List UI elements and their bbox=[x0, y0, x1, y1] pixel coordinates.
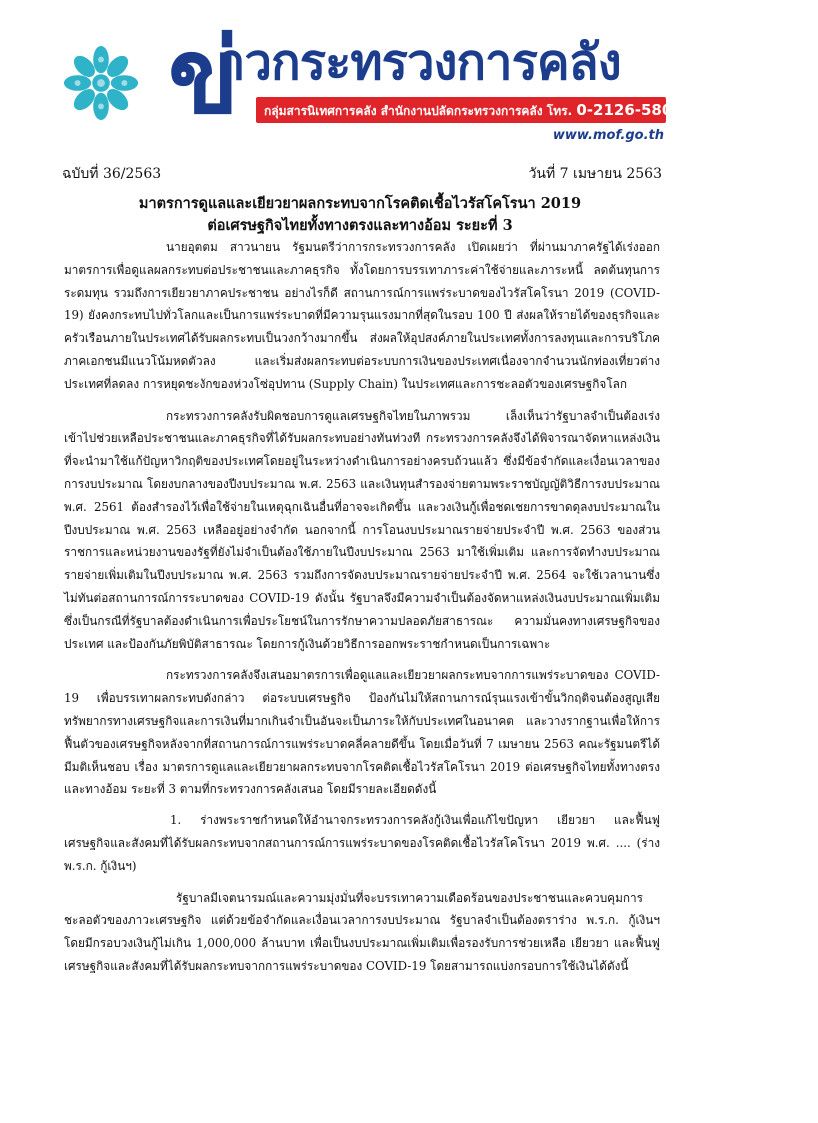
masthead-title: าวกระทรวงการคลัง bbox=[218, 34, 621, 91]
contact-bar bbox=[256, 97, 818, 123]
headline-line-1: มาตรการดูแลและเยียวยาผลกระทบจากโรคติดเชื้อไวรัสโคโรนา 2019 bbox=[138, 195, 582, 212]
paragraph-funding: กระทรวงการคลังรับผิดชอบการดูแลเศรษฐกิจไทยในภาพรวม เล็งเห็นว่ารัฐบาลจำเป็นต้องเร่งเข้าไปช่วยเหลือประชาชนและภาคธุรกิจที่ได้รับผลกระทบอย่างทันท่วงที กระทรวงการคลังจึงได้พิจารณาจัดหาแหล่งเงินที่จะนำมาใช้แก้ปัญหาวิกฤติของประเทศโดยอยู่ในระหว่างดำเนินการอย่างครบถ้วนแล้ว ซึ่งมีข้อจำกัดและเงื่อนเวลาของการงบประมาณ โดยงบกลางของปีงบประมาณ พ.ศ. 2563 และเงินทุนสำรองจ่ายตามพระราชบัญญัติวิธีการงบประมาณ พ.ศ. 2561 ต้องสำรองไว้เพื่อใช้จ่ายในเหตุฉุกเฉินอื่นที่อาจจะเกิดขึ้น และวงเงินกู้เพื่อชดเชยการขาดดุลงบประมาณในปีงบประมาณ พ.ศ. 2563 เหลืออยู่อย่างจำกัด นอกจากนี้ การโอนงบประมาณรายจ่ายประจำปี พ.ศ. 2563 ของส่วนราชการและหน่วยงานของรัฐที่ยังไม่จำเป็นต้องใช้ภายในปีงบประมาณ 2563 มาใช้เพิ่มเติม และการจัดทำงบประมาณรายจ่ายเพิ่มเติมในปีงบประมาณ พ.ศ. 2563 รวมถึงการจัดงบประมาณรายจ่ายประจำปี พ.ศ. 2564 จะใช้เวลานานซึ่งไม่ทันต่อสถานการณ์การระบาดของ COVID-19 ดังนั้น รัฐบาลจึงมีความจำเป็นต้องจัดหาแหล่งเงินงบประมาณเพิ่มเติม ซึ่งเป็นกรณีที่รัฐบาลต้องดำเนินการเพื่อประโยชน์ในการรักษาความปลอดภัยสาธารณะ ความมั่นคงทางเศรษฐกิจของประเทศ และป้องกันภัยพิบัติสาธารณะ โดยการกู้เงินด้วยวิธีการออกพระราชกำหนดเป็นการเฉพาะ bbox=[64, 408, 660, 651]
list-item-decree: 1. ร่างพระราชกำหนดให้อำนาจกระทรวงการคลังกู้เงินเพื่อแก้ไขปัญหา เยียวยา และฟื้นฟูเศรษฐกิจและสังคมที่ได้รับผลกระทบจากสถานการณ์การแพร่ระบาดของโรคติดเชื้อไวรัสโคโรนา 2019 พ.ศ. .... (ร่าง พ.ร.ก. กู้เงินฯ) bbox=[64, 813, 660, 873]
contact-fax: 0-2273-9763 bbox=[732, 104, 818, 118]
ministry-seal-logo bbox=[62, 44, 140, 122]
contact-phone: 0-2126-5800 bbox=[576, 101, 683, 119]
paragraph-intro: นายอุตตม สาวนายน รัฐมนตรีว่าการกระทรวงการคลัง เปิดเผยว่า ที่ผ่านมาภาครัฐได้เร่งออกมาตรการเพื่อดูแลผลกระทบต่อประชาชนและภาคธุรกิจ ทั้งโดยการบรรเทาภาระค่าใช้จ่ายและภาระหนี้ ลดต้นทุนการระดมทุน รวมถึงการเยียวยาภาคประชาชน อย่างไรก็ดี สถานการณ์การแพร่ระบาดของไวรัสโคโรนา 2019 (COVID-19) ยังคงกระทบไปทั่วโลกและเป็นการแพร่ระบาดที่มีความรุนแรงมากที่สุดในรอบ 100 ปี ส่งผลให้รายได้ของธุรกิจและครัวเรือนภายในประเทศได้รับผลกระทบเป็นวงกว้างมากขึ้น ส่งผลให้อุปสงค์ภายในประเทศทั้งการลงทุนและการบริโภคภาคเอกชนมีแนวโน้มหดตัวลง และเริ่มส่งผลกระทบต่อระบบการเงินของประเทศเนื่องจากจำนวนนักท่องเที่ยวต่างประเทศที่ลดลง การหยุดชะงักของห่วงโซ่อุปทาน (Supply Chain) ในประเทศและการชะลอตัวของเศรษฐกิจโลก bbox=[64, 240, 660, 391]
letterhead bbox=[0, 0, 818, 150]
paragraph-measures: กระทรวงการคลังจึงเสนอมาตรการเพื่อดูแลและเยียวยาผลกระทบจากการแพร่ระบาดของ COVID-19 เพื่อบรรเทาผลกระทบดังกล่าว ต่อระบบเศรษฐกิจ ป้องกันไม่ให้สถานการณ์รุนแรงเข้าขั้นวิกฤติจนต้องสูญเสียทรัพยากรทางเศรษฐกิจและการเงินที่มากเกินจำเป็นอันจะเป็นภาระให้กับประเทศในอนาคต และวางรากฐานเพื่อให้การฟื้นตัวของเศรษฐกิจหลังจากที่สถานการณ์การแพร่ระบาดคลี่คลายดีขึ้น โดยเมื่อวันที่ 7 เมษายน 2563 คณะรัฐมนตรีได้มีมติเห็นชอบ เรื่อง มาตรการดูแลและเยียวยาผลกระทบจากโรคติดเชื้อไวรัสโคโรนา 2019 ต่อเศรษฐกิจไทยทั้งทางตรงและทางอ้อม ระยะที่ 3 ตามที่กระทรวงการคลังเสนอ โดยมีรายละเอียดดังนี้ bbox=[64, 668, 660, 797]
masthead-first-glyph: ข่ bbox=[168, 15, 238, 137]
paragraph-borrowing: รัฐบาลมีเจตนารมณ์และความมุ่งมั่นที่จะบรรเทาความเดือดร้อนของประชาชนและควบคุมการชะลอตัวของภาวะเศรษฐกิจ แต่ด้วยข้อจำกัดและเงื่อนเวลาการงบประมาณ รัฐบาลจำเป็นต้องตราร่าง พ.ร.ก. กู้เงินฯ โดยมีกรอบวงเงินกู้ไม่เกิน 1,000,000 ล้านบาท เพื่อเป็นงบประมาณเพิ่มเติมเพื่อรองรับการช่วยเหลือ เยียวยา และฟื้นฟูเศรษฐกิจและสังคมที่ได้รับผลกระทบจากการแพร่ระบาดของ COVID-19 โดยสามารถแบ่งกรอบการใช้เงินได้ดังนี้ bbox=[64, 890, 660, 973]
fax-label: โทรสาร bbox=[686, 104, 729, 118]
issue-number: ฉบับที่ 36/2563 bbox=[62, 166, 162, 182]
headline-line-2: ต่อเศรษฐกิจไทยทั้งทางตรงและทางอ้อม ระยะที่ 3 bbox=[207, 217, 513, 234]
release-date: วันที่ 7 เมษายน 2563 bbox=[528, 166, 662, 182]
article-body bbox=[64, 232, 660, 978]
contact-info-prefix: กลุ่มสารนิเทศการคลัง สำนักงานปลัดกระทรวงการคลัง โทร. bbox=[264, 104, 573, 118]
website-link[interactable]: www.mof.go.th bbox=[552, 128, 664, 143]
